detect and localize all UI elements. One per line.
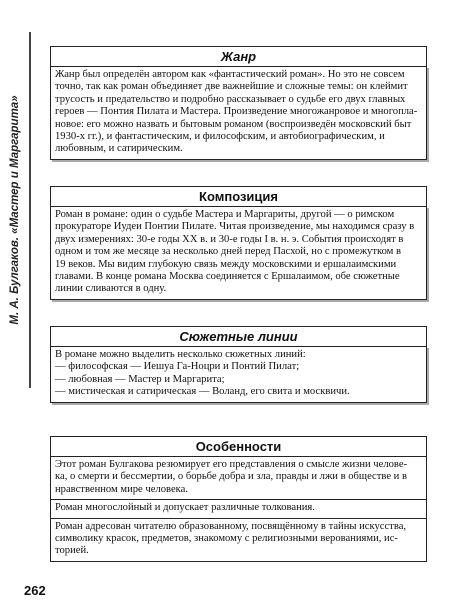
text-line: В романе можно выделить несколько сюжетных линий: [55,349,306,360]
text-cell [51,518,426,561]
text-line: — философская — Иешуа Га-Ноцри и Понтий Пилат; [55,361,300,373]
page-number: 262 [24,583,46,598]
text-line: — мистическая и сатирическая — Воланд, его свита и москвичи. [55,386,350,398]
text-line: двух измерениях: 30-е годы XX в. и 30-е годы I в. н. э. События происходят в [55,233,404,245]
text-line: точно, так как роман объединяет две важнейшие и сложные темы: он клеймит [55,81,408,93]
text-line: одном и том же месяце за несколько дней перед Пасхой, но с промежутком в [55,246,402,258]
section-body [50,456,427,562]
text-cell [51,347,426,402]
section-plotlines [50,326,427,403]
running-head-text: М. А. Булгаков. «Мастер и Маргарита» [9,95,21,325]
text-line: линии сливаются в одну. [55,283,167,295]
section-genre [50,46,427,160]
text-line: торией. [55,545,89,557]
section-body [50,66,427,160]
text-line: Жанр был определён автором как «фантастический роман». Но это не совсем [55,69,405,80]
section-features [50,436,427,562]
text-line: Роман адресован читателю образованному, посвящённому в тайны искусства, [55,520,407,532]
text-line: — любовная — Мастер и Маргарита; [55,373,225,385]
text-line: главами. В конце романа Москва соединяется с Ершалаимом, обе сюжетные [55,271,400,283]
text-cell [51,67,426,159]
section-composition [50,186,427,300]
section-title: Композиция [50,186,427,206]
text-line: ка, о смерти и бессмертии, о борьбе добра и зла, правды и лжи в обществе и в [55,471,407,483]
section-body [50,346,427,403]
section-title: Особенности [50,436,427,456]
text-cell [51,499,426,517]
text-line: героев — Понтия Пилата и Мастера. Произведение многожанровое и многопла- [55,106,418,118]
text-line: прокураторе Иудеи Понтии Пилате. Читая произведение, мы находимся сразу в [55,221,415,233]
text-line: 1930-х гг.), и фантастическим, и философским, и автобиографическим, и [55,131,385,143]
text-line: символику красок, предметов, знакомому с религиозными верованиями, ис- [55,533,398,545]
section-title: Жанр [50,46,427,66]
text-line: нравственном мире человека. [55,483,188,495]
text-cell [51,207,426,299]
text-line: любовным, и сатирическим. [55,143,183,155]
text-line: 19 веков. Мы видим глубокую связь между московскими и ершалаимскими [55,258,397,270]
text-line: трусость и предательство и подробно рассказывает о судьбе его двух главных [55,93,406,105]
text-line: Роман многослойный и допускает различные толкования. [55,502,315,514]
section-body [50,206,427,300]
running-head-rule [29,32,31,388]
text-line: Роман в романе: один о судьбе Мастера и Маргариты, другой — о римском [55,209,395,220]
text-line: Этот роман Булгакова резюмирует его представления о смысле жизни челове- [55,459,408,470]
running-head [4,40,26,380]
text-cell [51,457,426,499]
section-title: Сюжетные линии [50,326,427,346]
text-line: новое: его можно назвать и бытовым романом (воспроизведён московский быт [55,118,412,130]
